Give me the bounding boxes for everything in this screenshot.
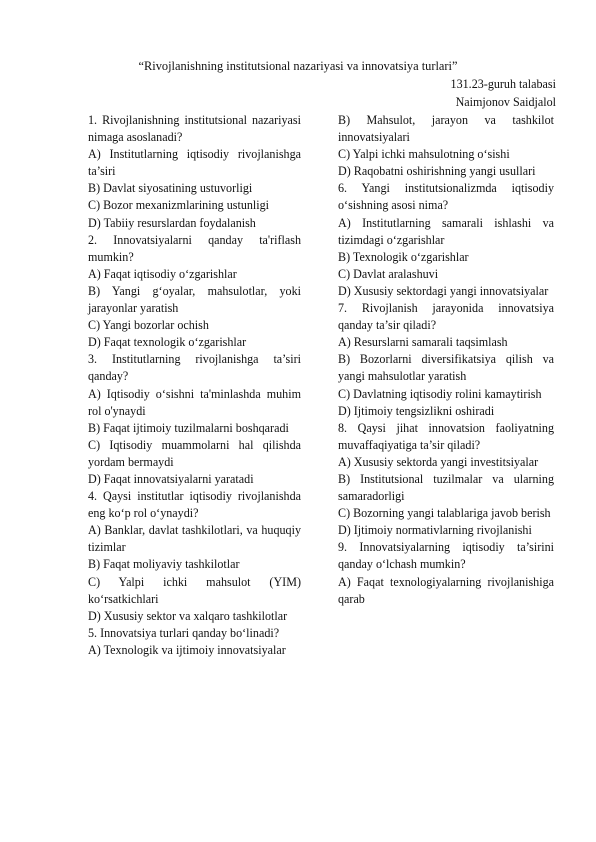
question-line: 3. Institutlarning rivojlanishga ta’siri qanday?	[88, 352, 301, 384]
student-name: Naimjonov Saidjalol	[455, 95, 556, 109]
right-column	[338, 112, 554, 608]
answer-option: C) Bozor mexanizmlarining ustunligi	[88, 198, 270, 213]
question-line: 5. Innovatsiya turlari qanday bo‘linadi?	[88, 625, 280, 640]
answer-option: B) Institutsional tuzilmalar va ularning samaradorligi	[338, 471, 554, 504]
answer-option: B) Davlat siyosatining ustuvorligi	[88, 181, 253, 196]
answer-option: A) Texnologik va ijtimoiy innovatsiyalar	[88, 642, 286, 657]
answer-option: C) Yalpi ichki mahsulot (YIM) ko‘rsatkichlari	[88, 574, 301, 606]
question-line: 6. Yangi institutsionalizmda iqtisodiy o‘sishning asosi nima?	[338, 181, 554, 213]
left-column	[88, 112, 301, 659]
answer-option: C) Davlatning iqtisodiy rolini kamaytirish	[338, 386, 542, 401]
question-line: 4. Qaysi institutlar iqtisodiy rivojlanishda eng ko‘p rol o‘ynaydi?	[88, 489, 301, 521]
answer-option: C) Yangi bozorlar ochish	[88, 318, 209, 333]
answer-option: D) Faqat innovatsiyalarni yaratadi	[88, 471, 254, 486]
answer-option: D) Faqat texnologik o‘zgarishlar	[88, 335, 247, 350]
answer-option: A) Faqat iqtisodiy o‘zgarishlar	[88, 266, 237, 281]
answer-option: C) Bozorning yangi talablariga javob berish	[338, 506, 551, 521]
answer-option: B) Yangi g‘oyalar, mahsulotlar, yoki jarayonlar yaratish	[88, 283, 301, 316]
question-line: 8. Qaysi jihat innovatsion faoliyatning muvaffaqiyatiga ta’sir qiladi?	[338, 420, 554, 452]
question-line: 1. Rivojlanishning institutsional nazariyasi nimaga asoslanadi?	[88, 113, 301, 145]
answer-option: A) Xususiy sektorda yangi investitsiyalar	[338, 454, 539, 469]
answer-option: D) Ijtimoiy normativlarning rivojlanishi	[338, 523, 532, 538]
question-line: 2. Innovatsiyalarni qanday ta'riflash mumkin?	[88, 232, 301, 264]
question-line: 9. Innovatsiyalarning iqtisodiy ta’sirini qanday o‘lchash mumkin?	[338, 540, 554, 572]
answer-option: A) Institutlarning iqtisodiy rivojlanishga ta’siri	[88, 147, 301, 179]
answer-option: D) Tabiiy resurslardan foydalanish	[88, 215, 256, 230]
answer-option: C) Davlat aralashuvi	[338, 266, 439, 281]
answer-option: A) Iqtisodiy o‘sishni ta'minlashda muhim rol o'ynaydi	[88, 386, 301, 418]
answer-option: D) Raqobatni oshirishning yangi usullari	[338, 164, 536, 179]
answer-option: C) Yalpi ichki mahsulotning o‘sishi	[338, 147, 510, 162]
answer-option: B) Faqat ijtimoiy tuzilmalarni boshqaradi	[88, 420, 289, 435]
question-line: 7. Rivojlanish jarayonida innovatsiya qanday ta’sir qiladi?	[338, 301, 554, 333]
answer-option: A) Banklar, davlat tashkilotlari, va huquqiy tizimlar	[88, 523, 301, 555]
answer-option: A) Faqat texnologiyalarning rivojlanishiga qarab	[338, 574, 554, 606]
answer-option: A) Institutlarning samarali ishlashi va tizimdagi o‘zgarishlar	[338, 215, 554, 247]
answer-option: C) Iqtisodiy muammolarni hal qilishda yordam bermaydi	[88, 437, 301, 469]
answer-option: D) Xususiy sektor va xalqaro tashkilotlar	[88, 608, 288, 623]
answer-option: B) Mahsulot, jarayon va tashkilot innovatsiyalari	[338, 113, 554, 145]
answer-option: B) Bozorlarni diversifikatsiya qilish va yangi mahsulotlar yaratish	[338, 352, 554, 384]
answer-option: A) Resurslarni samarali taqsimlash	[338, 335, 508, 350]
answer-option: B) Texnologik o‘zgarishlar	[338, 249, 469, 264]
student-group: 131.23-guruh talabasi	[450, 77, 556, 91]
answer-option: D) Xususiy sektordagi yangi innovatsiyalar	[338, 283, 549, 298]
answer-option: B) Faqat moliyaviy tashkilotlar	[88, 557, 240, 572]
answer-option: D) Ijtimoiy tengsizlikni oshiradi	[338, 403, 495, 418]
document-title: “Rivojlanishning institutsional nazariyasi va innovatsiya turlari”	[138, 59, 458, 73]
